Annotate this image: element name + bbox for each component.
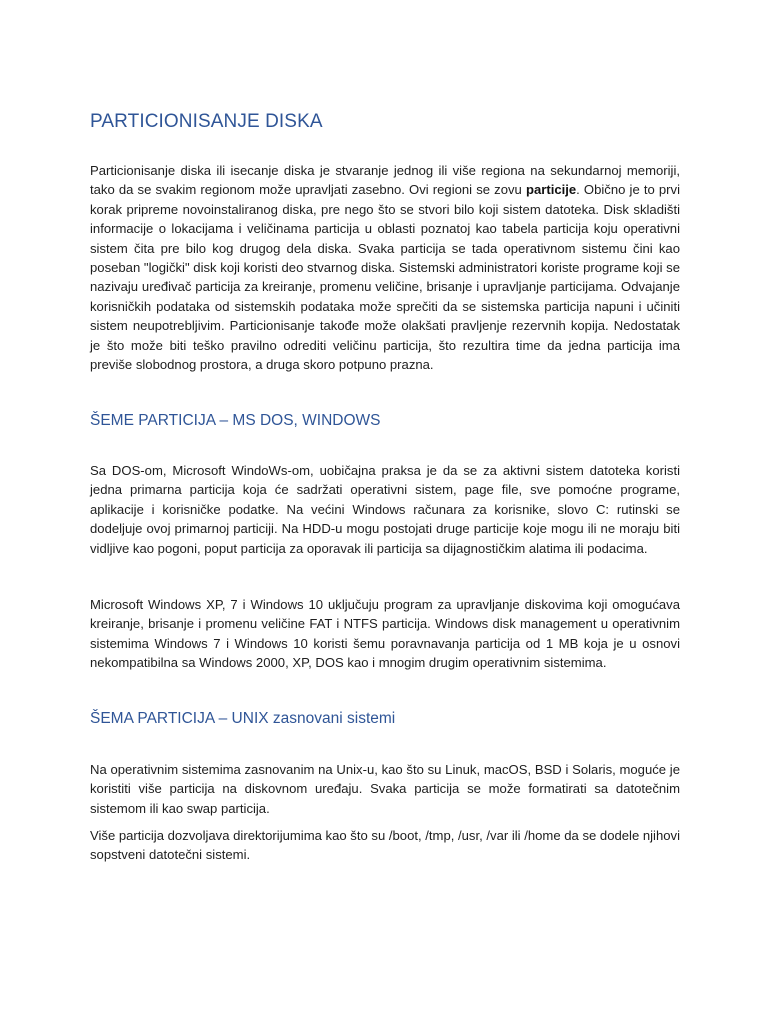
intro-paragraph — [90, 161, 680, 374]
intro-text-end: . Obično je to prvi korak pripreme novoinstaliranog diska, pre nego što se stvori bilo koji sistem datoteka. Disk skladišti informacije o lokacijama i veličinama particija u oblasti poznatoj kao tabela particija koju operativni sistem čita pre bilo kog drugog dela diska. Svaka particija se tada operativnom sistemu čini kao poseban "logički" disk koji koristi deo stvarnog diska. Sistemski administratori koriste programe koji se nazivaju uređivač particija za kreiranje, promenu veličine, brisanje i upravljanje particijama. Odvajanje korisničkih podataka od sistemskih podataka može sprečiti da se sistemska particija napuni i učiniti sistem neupotrebljivim. Particionisanje takođe može olakšati pravljenje rezervnih kopija. Nedostatak je što može biti teško pravilno odrediti veličinu particija, što rezultira time da jedna particija ima previše slobodnog prostora, a druga skoro potpuno prazna. — [90, 182, 680, 373]
intro-bold-term: particije — [525, 182, 577, 198]
page-title: PARTICIONISANJE DISKA — [90, 111, 323, 132]
intro-text-start: Particionisanje diska ili isecanje diska je stvaranje jednog ili više regiona na sekundarnoj memoriji, tako da se svakim regionom može upravljati zasebno. Ovi regioni se zovu — [90, 163, 680, 198]
unix-paragraph-2: Više particija dozvoljava direktorijumima kao što su /boot, /tmp, /usr, /var ili /home da se dodele njihovi sopstveni datotečni sistemi. — [90, 828, 680, 863]
section-heading-windows: ŠEME PARTICIJA – MS DOS, WINDOWS — [90, 412, 381, 429]
windows-paragraph-2: Microsoft Windows XP, 7 i Windows 10 uključuju program za upravljanje diskovima koji omogućava kreiranje, brisanje i promenu veličine FAT i NTFS particija. Windows disk management u operativnim sistemima Windows 7 i Windows 10 koristi šemu poravnavanja particija od 1 MB koja je u osnovi nekompatibilna sa Windows 2000, XP, DOS kao i mnogim drugim operativnim sistemima. — [90, 597, 680, 671]
section-heading-unix: ŠEMA PARTICIJA – UNIX zasnovani sistemi — [90, 710, 396, 727]
unix-paragraph-1: Na operativnim sistemima zasnovanim na Unix-u, kao što su Linuk, macOS, BSD i Solaris, moguće je koristiti više particija na diskovnom uređaju. Svaka particija se može formatirati sa datotečnim sistemom ili kao swap particija. — [90, 762, 680, 816]
windows-paragraph-1: Sa DOS-om, Microsoft WindoWs-om, uobičajna praksa je da se za aktivni sistem datoteka koristi jedna primarna particija koja će sadržati operativni sistem, page file, sve pomoćne programe, aplikacije i korisničke podatke. Na većini Windows računara za korisnike, slovo C: rutinski se dodeljuje ovoj primarnoj particiji. Na HDD-u mogu postojati druge particije koje mogu ili ne moraju biti vidljive kao pogoni, poput particija za oporavak ili particija sa dijagnostičkim alatima ili podacima. — [90, 463, 680, 556]
